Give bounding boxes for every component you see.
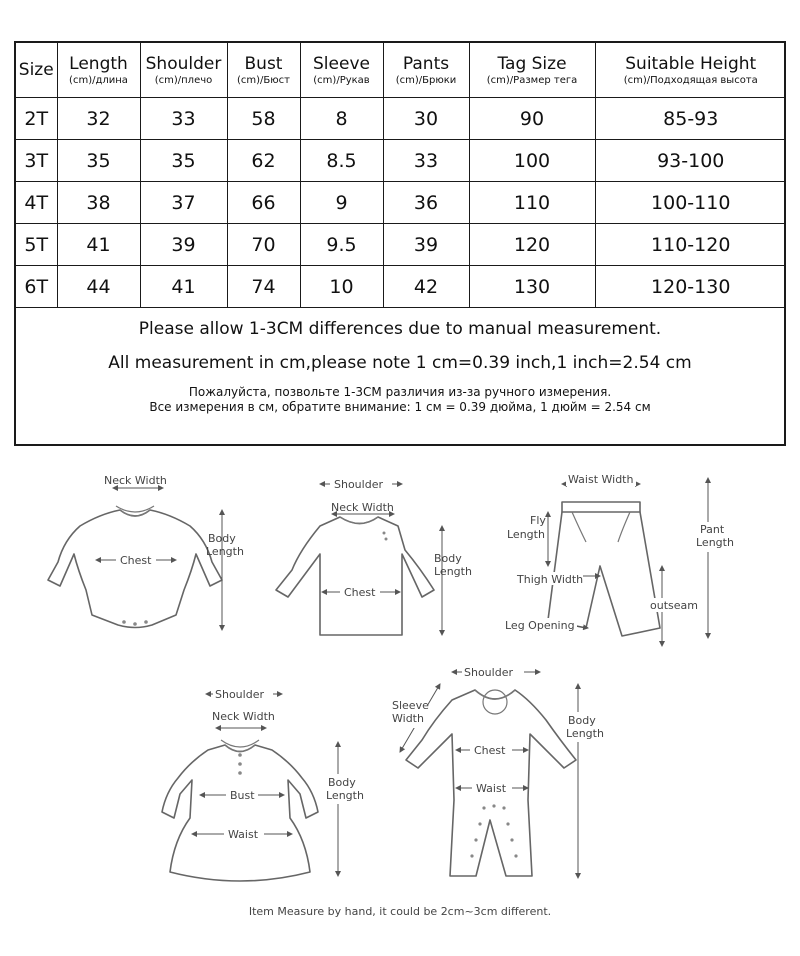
cell-tag-size: 100 <box>469 140 595 182</box>
table-row <box>16 98 786 140</box>
shirt-outline <box>276 517 434 635</box>
leg-opening-label: Leg Opening <box>505 619 575 632</box>
note-difference-en: Please allow 1-3CM differences due to manual measurement. <box>138 319 662 339</box>
snap-button <box>474 838 477 841</box>
waist-width-label: Waist Width <box>568 473 634 486</box>
snap-button <box>482 806 485 809</box>
cell-size: 6T <box>16 266 57 308</box>
header-pants: Pants (cm)/Брюки <box>383 43 469 98</box>
dress-button <box>238 753 242 757</box>
cell-height: 85-93 <box>595 98 786 140</box>
snap-button <box>502 806 505 809</box>
shirt-diagram <box>276 477 472 635</box>
cell-sleeve: 9.5 <box>300 224 383 266</box>
dress-button <box>238 771 242 775</box>
header-length: Length (cm)/длина <box>57 43 140 98</box>
bodysuit-collar <box>120 510 150 516</box>
outseam-label: outseam <box>650 599 698 612</box>
cell-pants: 39 <box>383 224 469 266</box>
cell-bust: 62 <box>227 140 300 182</box>
neck-width-label: Neck Width <box>331 501 394 514</box>
thigh-width-label: Thigh Width <box>517 573 584 586</box>
chest-label: Chest <box>474 744 506 757</box>
cell-size: 5T <box>16 224 57 266</box>
table-row <box>16 266 786 308</box>
snap-button <box>492 804 495 807</box>
dress-button <box>238 762 242 766</box>
pants-diagram <box>503 472 739 646</box>
cell-tag-size: 110 <box>469 182 595 224</box>
pocket-left <box>572 512 586 542</box>
pants-waistband <box>562 502 640 512</box>
chest-label: Chest <box>344 586 376 599</box>
header-tag-size: Tag Size (cm)/Размер тега <box>469 43 595 98</box>
shoulder-button <box>385 538 388 541</box>
cell-pants: 36 <box>383 182 469 224</box>
note-units-ru: Все измерения в см, обратите внимание: 1 см = 0.39 дюйма, 1 дюйм = 2.54 см <box>149 400 651 414</box>
cell-shoulder: 33 <box>140 98 227 140</box>
note-ru <box>16 385 784 415</box>
diagrams-svg <box>0 450 800 906</box>
cell-sleeve: 9 <box>300 182 383 224</box>
cell-sleeve: 8.5 <box>300 140 383 182</box>
waist-label: Waist <box>228 828 259 841</box>
bodysuit-diagram <box>48 474 244 630</box>
dress-diagram <box>162 687 366 881</box>
table-row <box>16 182 786 224</box>
bodysuit-outline <box>48 510 222 628</box>
cell-height: 93-100 <box>595 140 786 182</box>
header-sleeve: Sleeve (cm)/Рукав <box>300 43 383 98</box>
note-units-en: All measurement in cm,please note 1 cm=0.39 inch,1 inch=2.54 cm <box>108 353 692 373</box>
cell-bust: 66 <box>227 182 300 224</box>
snap-button <box>144 620 148 624</box>
cell-tag-size: 130 <box>469 266 595 308</box>
shirt-collar <box>340 517 378 524</box>
cell-size: 3T <box>16 140 57 182</box>
shoulder-label: Shoulder <box>334 478 383 491</box>
shoulder-label: Shoulder <box>215 688 264 701</box>
cell-bust: 74 <box>227 266 300 308</box>
pocket-right <box>618 512 630 542</box>
pant-length-label: Pant Length <box>696 523 734 549</box>
table-row <box>16 140 786 182</box>
header-bust: Bust (cm)/Бюст <box>227 43 300 98</box>
body-length-label: Body Length <box>434 552 472 578</box>
note-difference-ru: Пожалуйста, позвольте 1-3CM различия из-за ручного измерения. <box>188 385 612 399</box>
snap-button <box>470 854 473 857</box>
cell-height: 120-130 <box>595 266 786 308</box>
fly-length-label: Fly Length <box>507 514 546 541</box>
snap-button <box>514 854 517 857</box>
waist-label: Waist <box>476 782 507 795</box>
shoulder-label: Shoulder <box>464 666 513 679</box>
snap-button <box>122 620 126 624</box>
romper-diagram <box>386 665 610 878</box>
footnote: Item Measure by hand, it could be 2cm~3cm different. <box>248 905 552 918</box>
snap-button <box>478 822 481 825</box>
cell-bust: 70 <box>227 224 300 266</box>
cell-pants: 30 <box>383 98 469 140</box>
body-length-label: Body Length <box>206 532 244 558</box>
measurement-diagrams <box>0 450 800 956</box>
neck-width-label: Neck Width <box>104 474 167 487</box>
snap-button <box>506 822 509 825</box>
size-table <box>16 43 786 308</box>
body-length-label: Body Length <box>326 776 364 802</box>
dress-collar <box>225 745 255 752</box>
cell-length: 35 <box>57 140 140 182</box>
cell-pants: 33 <box>383 140 469 182</box>
cell-sleeve: 8 <box>300 98 383 140</box>
cell-length: 38 <box>57 182 140 224</box>
cell-size: 2T <box>16 98 57 140</box>
sleeve-width-label: Sleeve Width <box>392 699 429 725</box>
header-shoulder: Shoulder (cm)/плечо <box>140 43 227 98</box>
cell-shoulder: 39 <box>140 224 227 266</box>
chest-label: Chest <box>120 554 152 567</box>
romper-collar <box>475 690 515 699</box>
table-row <box>16 224 786 266</box>
cell-size: 4T <box>16 182 57 224</box>
cell-tag-size: 90 <box>469 98 595 140</box>
shoulder-button <box>383 532 386 535</box>
cell-length: 41 <box>57 224 140 266</box>
cell-length: 32 <box>57 98 140 140</box>
snap-button <box>133 622 137 626</box>
cell-shoulder: 37 <box>140 182 227 224</box>
cell-shoulder: 41 <box>140 266 227 308</box>
header-size: Size <box>16 43 57 98</box>
bust-label: Bust <box>230 789 255 802</box>
size-chart <box>14 41 786 446</box>
cell-height: 100-110 <box>595 182 786 224</box>
cell-bust: 58 <box>227 98 300 140</box>
table-header-row <box>16 43 786 98</box>
header-suitable-height: Suitable Height (cm)/Подходящая высота <box>595 43 786 98</box>
cell-pants: 42 <box>383 266 469 308</box>
neck-width-label: Neck Width <box>212 710 275 723</box>
cell-sleeve: 10 <box>300 266 383 308</box>
cell-length: 44 <box>57 266 140 308</box>
body-length-label: Body Length <box>566 714 604 740</box>
cell-shoulder: 35 <box>140 140 227 182</box>
cell-height: 110-120 <box>595 224 786 266</box>
snap-button <box>510 838 513 841</box>
cell-tag-size: 120 <box>469 224 595 266</box>
romper-neck <box>483 690 507 714</box>
measurement-notes <box>16 315 784 415</box>
